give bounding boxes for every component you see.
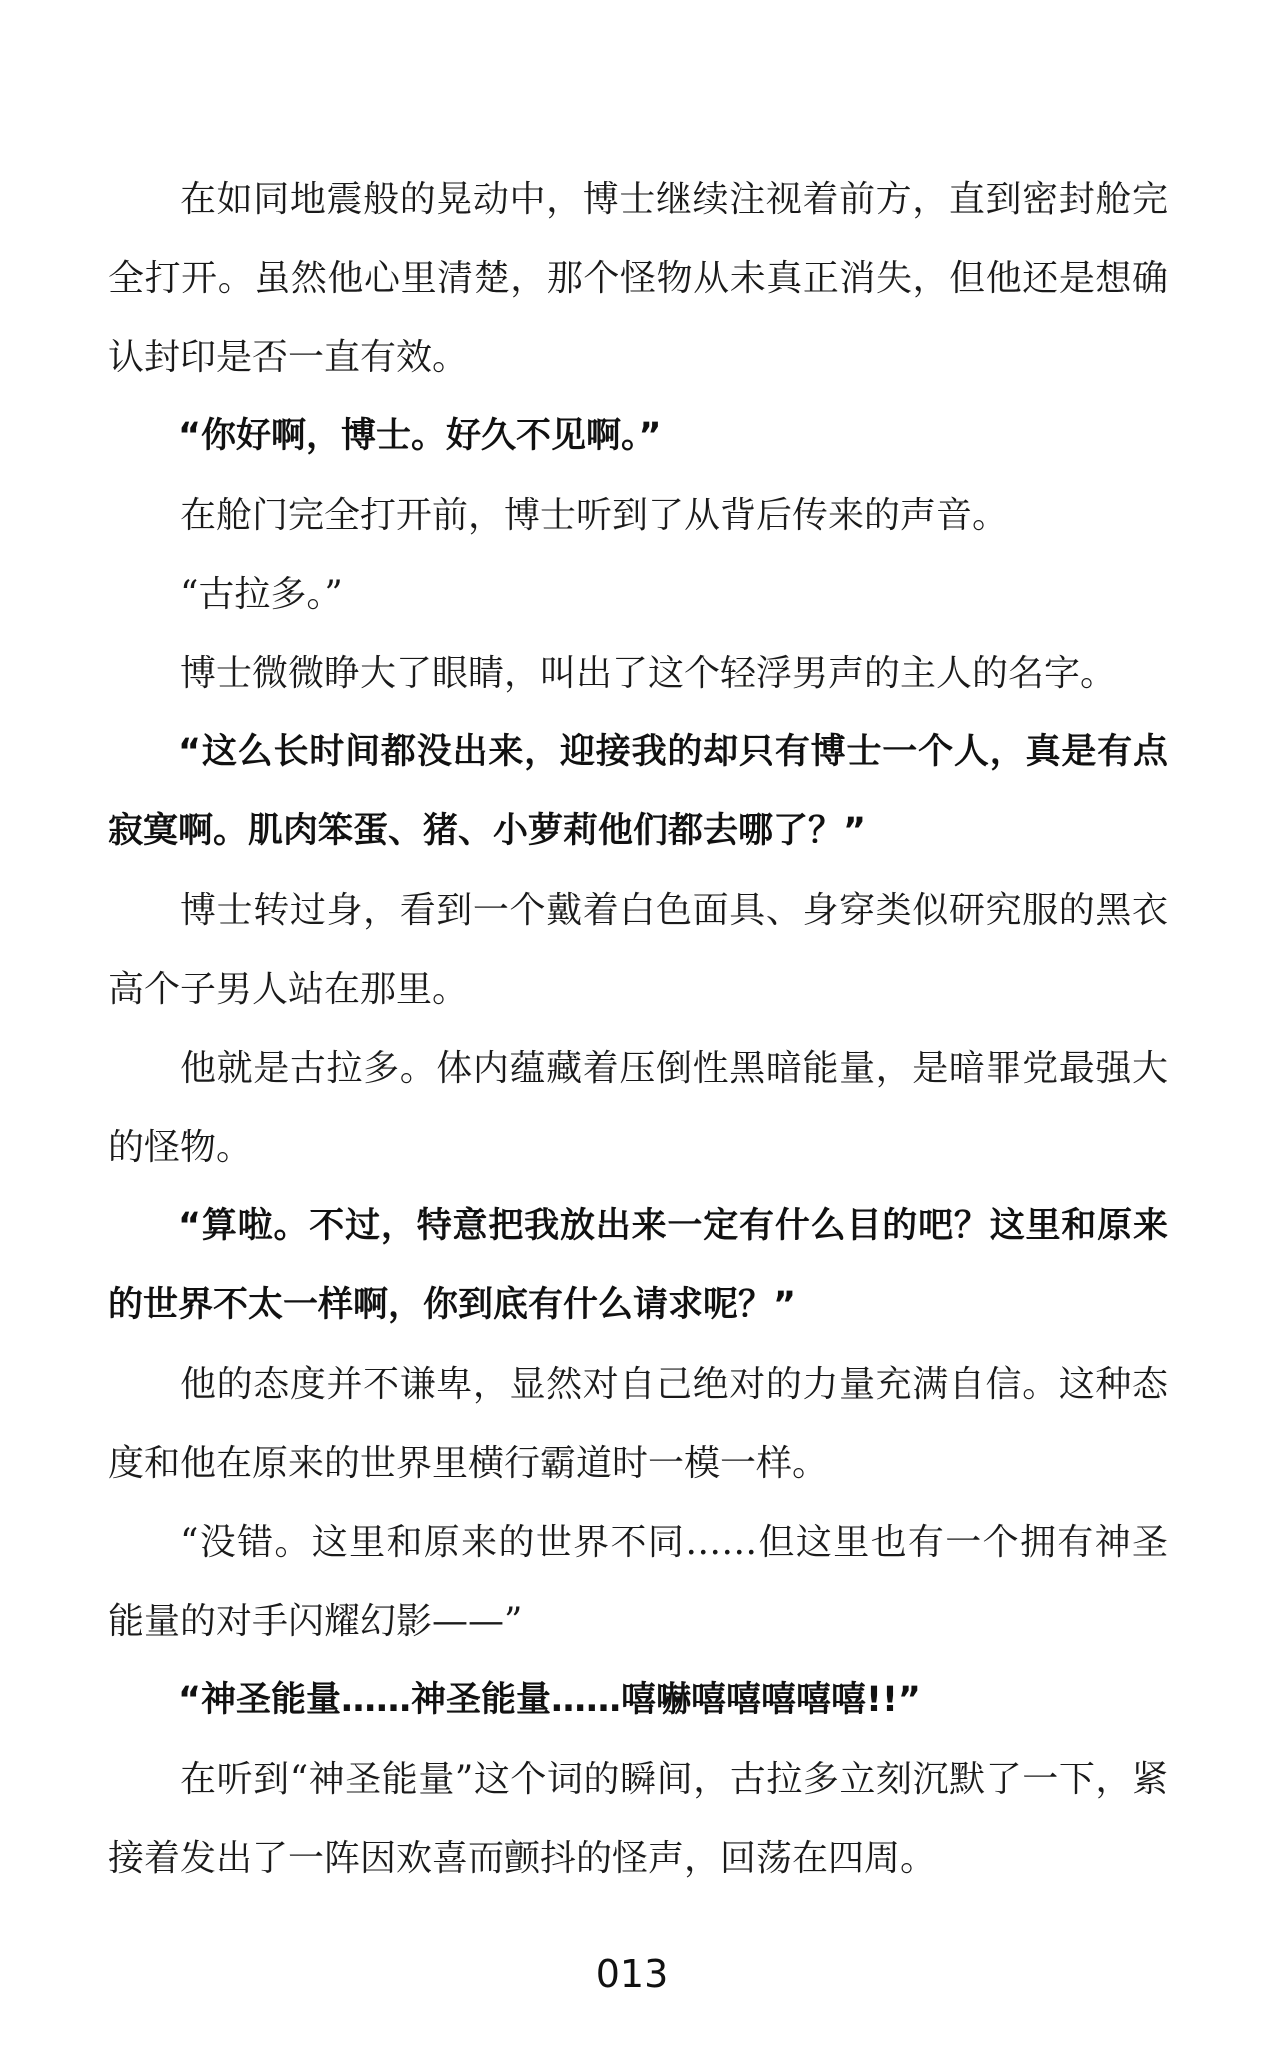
- page-number: 013: [595, 1952, 669, 1996]
- dialogue-line: “这么长时间都没出来，迎接我的却只有博士一个人，真是有点寂寞啊。肌肉笨蛋、猪、小萝莉他们都去哪了？”: [108, 732, 1168, 851]
- paragraph: 在听到“神圣能量”这个词的瞬间，古拉多立刻沉默了一下，紧接着发出了一阵因欢喜而颤抖的怪声，回荡在四周。: [108, 1759, 1168, 1879]
- dialogue-line: “你好啊，博士。好久不见啊。”: [178, 416, 662, 456]
- paragraph: 博士转过身，看到一个戴着白色面具、身穿类似研究服的黑衣高个子男人站在那里。: [108, 890, 1168, 1010]
- dialogue-line: “没错。这里和原来的世界不同……但这里也有一个拥有神圣能量的对手闪耀幻影——”: [108, 1522, 1168, 1642]
- paragraph: 他就是古拉多。体内蕴藏着压倒性黑暗能量，是暗罪党最强大的怪物。: [108, 1048, 1168, 1168]
- paragraph: 在舱门完全打开前，博士听到了从背后传来的声音。: [180, 495, 1009, 536]
- body-text: [108, 160, 1168, 1898]
- dialogue-line: “神圣能量……神圣能量……嘻嚇嘻嘻嘻嘻嘻!!”: [178, 1680, 921, 1720]
- dialogue-line: “古拉多。”: [180, 574, 343, 615]
- paragraph: 博士微微睁大了眼睛，叫出了这个轻浮男声的主人的名字。: [180, 653, 1117, 694]
- dialogue-line: “算啦。不过，特意把我放出来一定有什么目的吧？这里和原来的世界不太一样啊，你到底有什么请求呢？”: [108, 1206, 1168, 1325]
- paragraph: 他的态度并不谦卑，显然对自己绝对的力量充满自信。这种态度和他在原来的世界里横行霸道时一模一样。: [108, 1364, 1168, 1484]
- paragraph: 在如同地震般的晃动中，博士继续注视着前方，直到密封舱完全打开。虽然他心里清楚，那个怪物从未真正消失，但他还是想确认封印是否一直有效。: [108, 179, 1168, 378]
